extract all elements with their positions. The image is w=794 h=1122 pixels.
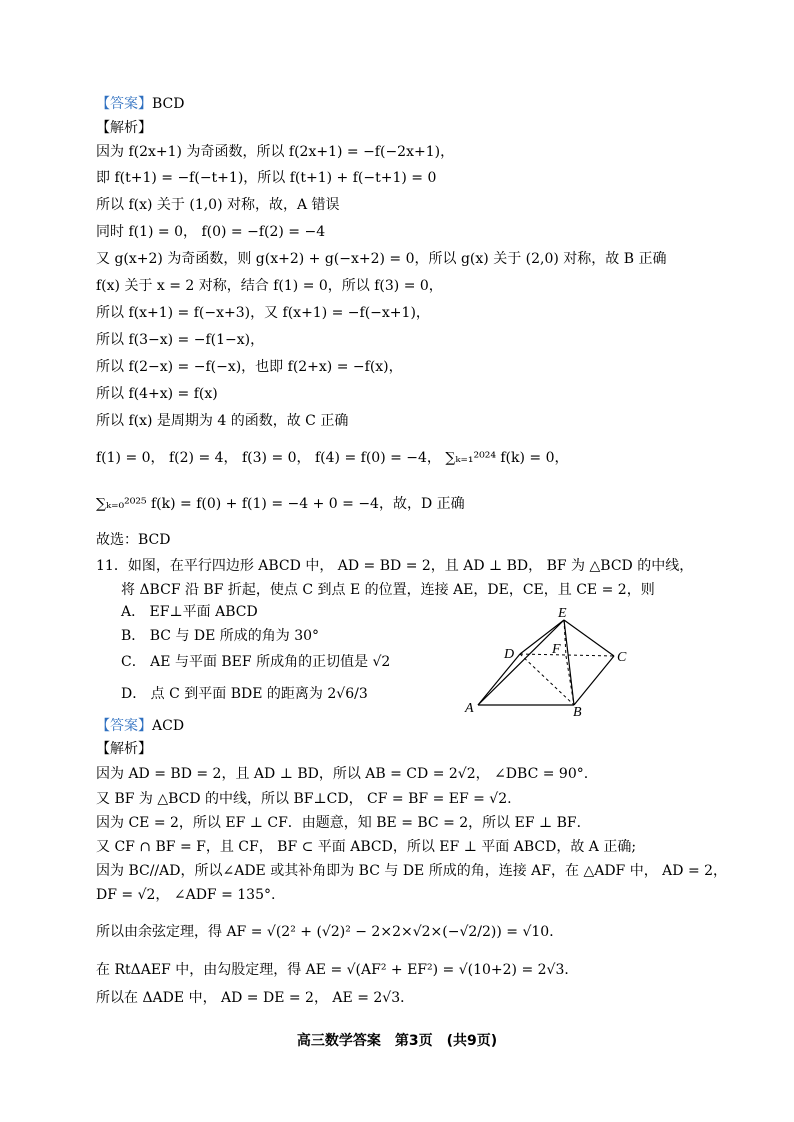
label-d: D [504,647,515,662]
sol11-line-7: 所以由余弦定理，得 AF = √(2² + (√2)² − 2×2×√2×(−√2/2)) = √10． [96,924,564,940]
edge-eb [564,620,574,705]
q11-option-d: D． 点 C 到平面 BDE 的距离为 2√6/3 [121,686,368,702]
answer-10 [96,94,184,114]
sol11-line-6: DF = √2， ∠ADF = 135°. [96,887,276,903]
sol10-line-8: 所以 f(3−x) = −f(1−x)， [96,332,265,348]
sol10-line-3: 所以 f(x) 关于 (1,0) 对称，故，A 错误 [96,197,340,213]
sol11-line-5: 因为 BC//AD，所以∠ADE 或其补角即为 BC 与 DE 所成的角，连接 AF，在 △ADF 中， AD = 2， [96,863,728,879]
sol10-line-7: 所以 f(x+1) = f(−x+3)，又 f(x+1) = −f(−x+1)， [96,305,430,321]
edge-dc-dashed [520,654,614,656]
sol10-line-10: 所以 f(4+x) = f(x) [96,386,218,402]
sol10-line-5: 又 g(x+2) 为奇函数，则 g(x+2) + g(−x+2) = 0，所以 g(x) 关于 (2,0) 对称，故 B 正确 [96,251,667,267]
sol10-line-14: 故选：BCD [96,532,171,548]
q11-option-a: A． EF⊥平面 ABCD [121,604,258,620]
sol10-line-9: 所以 f(2−x) = −f(−x)，也即 f(2+x) = −f(x)， [96,359,403,375]
sol10-line-13: ∑ₖ₌₀²⁰²⁵ f(k) = f(0) + f(1) = −4 + 0 = −4，故，D 正确 [96,496,465,512]
label-b: B [573,705,582,716]
edge-db-dashed [520,654,574,705]
sol10-line-4: 同时 f(1) = 0， f(0) = −f(2) = −4 [96,224,326,240]
q11-stem-1 [96,556,693,576]
label-f: F [552,642,561,657]
answer-tag: 【答案】 [96,96,152,112]
sol11-line-8: 在 RtΔAEF 中，由勾股定理，得 AE = √(AF² + EF²) = √(10+2) = 2√3． [96,962,579,978]
label-e: E [558,606,567,621]
edge-bc [574,656,614,705]
sol11-line-3: 因为 CE = 2，所以 EF ⊥ CF．由题意，知 BE = BC = 2，所以 EF ⊥ BF． [96,815,591,831]
edge-ae [478,620,564,705]
pyramid-figure [462,604,642,716]
edge-ec [564,620,614,656]
sol11-line-2: 又 BF 为 △BCD 的中线，所以 BF⊥CD， CF = BF = EF = √2. [96,791,512,807]
page-footer: 高三数学答案 第3页 (共9页) [296,1033,498,1049]
sol11-line-9: 所以在 ΔADE 中， AD = DE = 2， AE = 2√3． [96,990,415,1006]
answer-value: ACD [152,718,185,734]
q11-number: 11． [96,558,128,574]
answer-value: BCD [152,96,185,112]
sol10-line-1: 因为 f(2x+1) 为奇函数，所以 f(2x+1) = −f(−2x+1)， [96,144,455,160]
q11-option-b: B． BC 与 DE 所成的角为 30° [121,628,320,644]
answer-tag: 【答案】 [96,718,152,734]
sol10-line-12: f(1) = 0， f(2) = 4， f(3) = 0， f(4) = f(0) = −4， ∑ₖ₌₁²⁰²⁴ f(k) = 0， [96,450,569,466]
sol11-line-1: 因为 AD = BD = 2，且 AD ⊥ BD，所以 AB = CD = 2√2， ∠DBC = 90°. [96,766,589,782]
answer-11 [96,716,184,736]
edge-fb-dashed [566,656,574,705]
analysis-tag-10: 【解析】 [96,120,152,136]
sol10-line-11: 所以 f(x) 是周期为 4 的函数，故 C 正确 [96,413,349,429]
label-a: A [465,701,474,716]
q11-stem-2: 将 ΔBCF 沿 BF 折起，使点 C 到点 E 的位置，连接 AE，DE，CE，且 CE = 2，则 [121,582,655,598]
q11-stem-text-1: 如图，在平行四边形 ABCD 中， AD = BD = 2，且 AD ⊥ BD， BF 为 △BCD 的中线， [127,558,694,574]
q11-option-c: C． AE 与平面 BEF 所成角的正切值是 √2 [121,654,391,670]
label-c: C [617,650,627,665]
sol10-line-6: f(x) 关于 x = 2 对称，结合 f(1) = 0，所以 f(3) = 0， [96,278,443,294]
sol10-line-2: 即 f(t+1) = −f(−t+1)，所以 f(t+1) + f(−t+1) = 0 [96,170,437,186]
analysis-tag-11: 【解析】 [96,741,152,757]
sol11-line-4: 又 CF ∩ BF = F，且 CF， BF ⊂ 平面 ABCD，所以 EF ⊥ 平面 ABCD，故 A 正确; [96,839,637,855]
